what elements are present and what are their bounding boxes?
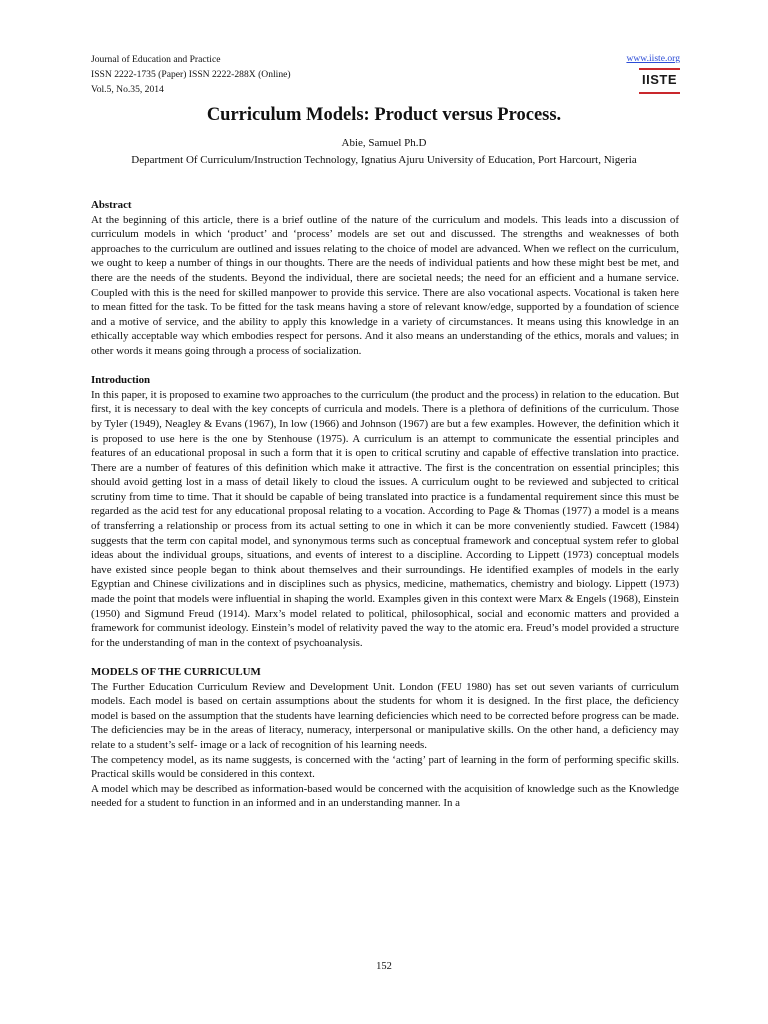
- introduction-heading: Introduction: [91, 374, 151, 387]
- article-title: Curriculum Models: Product versus Process.: [206, 105, 562, 125]
- journal-volume: Vol.5, No.35, 2014: [91, 84, 164, 95]
- journal-name: Journal of Education and Practice: [91, 54, 221, 65]
- publisher-block: [626, 52, 680, 94]
- models-paragraph: The competency model, as its name suggests, is concerned with the ‘acting’ part of learning in the form of performing specific skills. Practical skills would be considered in this context.: [91, 753, 679, 781]
- article-body: [91, 198, 679, 811]
- abstract-heading: Abstract: [91, 199, 132, 211]
- page-number: 152: [376, 961, 392, 972]
- models-paragraph: A model which may be described as information-based would be concerned with the acquisition of knowledge such as the Knowledge needed for a student to function in an informed and in an understanding manner. In a: [91, 782, 679, 810]
- journal-header: [91, 52, 291, 97]
- journal-issn: ISSN 2222-1735 (Paper) ISSN 2222-288X (Online): [91, 69, 291, 80]
- abstract-paragraph: At the beginning of this article, there is a brief outline of the nature of the curriculum and models. This leads into a discussion of curriculum models in which ‘product’ and ‘process’ models are set out and discussed. The strengths and weaknesses of both approaches to the curriculum are outlined and issues relating to the choice of model are advanced. When we reflect on the curriculum, we ought to keep a number of things in our thoughts. There are the needs of individual patients and how these might best be met, and there are the needs of the students. Beyond the individual, there are societal needs; the need for an efficient and a humane service. Coupled with this is the need for skilled manpower to provide this service. There are also vocational aspects. Vocational is taken here to mean fitted for the task. To be fitted for the task means having a store of relevant know/edge, supported by a foundation of science and a motive of service, and the ability to apply this knowledge in a variety of circumstances. It means using this knowledge in an ethically acceptable way which embodies respect for persons. And it also means an understanding of the ethics, morals and values; in other words it means going through a process of socialization.: [91, 213, 679, 357]
- models-paragraph: The Further Education Curriculum Review and Development Unit. London (FEU 1980) has set out seven variants of curriculum models. Each model is based on certain assumptions about the students for whom it is designed. In the first place, the deficiency model is based on the assumption that the students have learning deficiencies which need to be corrected before progress can be made. The deficiencies may be in the areas of literacy, numeracy, interpersonal or manipulative skills. On the other hand, a deficiency may relate to a student’s self- image or a lack of recognition of his learning needs.: [91, 680, 679, 751]
- models-heading: MODELS OF THE CURRICULUM: [91, 666, 261, 678]
- iiste-logo: IISTE: [639, 68, 680, 94]
- introduction-paragraph: In this paper, it is proposed to examine two approaches to the curriculum (the product and the process) in relation to the education. But first, it is necessary to deal with the key concepts of curricula and models. There is a plethora of definitions of the curriculum. Those by Tyler (1949), Neagley & Evans (1967), In low (1966) and Johnson (1967) are but a few examples. However, the definition which it is proposed to use here is the one by Stenhouse (1975). A curriculum is an attempt to communicate the essential principles and features of an educational proposal in such a form that it is open to critical scrutiny and capable of effective translation into practice. There are a number of features of this definition which make it attractive. The first is the concentration on essential principles; this should avoid getting lost in a mass of detail likely to cloud the issues. A curriculum ought to be reviewed and subjected to critical scrutiny from time to time. That it should be capable of being translated into practice is a fundamental requirement since this must be regarded as the acid test for any educational proposal relating to a vocation. According to Page & Thomas (1977) a model is a means of transferring a relationship or process from its actual setting to one in which it can be more conveniently studied. Fawcett (1984) suggests that the term con capital model, and synonymous terms such as conceptual framework and conceptual system refer to global ideas about the individual groups, situations, and events of interest to a discipline. According to Lippett (1973) conceptual models have existed since people began to think about themselves and their surroundings. He identified examples of models in the early Egyptian and Chinese civilizations and in disciplines such as physics, medicine, mathematics, chemistry and biology. Lippett (1973) made the point that models were influential in shaping the world. Examples given in this context were Marx & Engels (1968), Einstein (1950) and Sigmund Freud (1914). Marx’s model related to political, philosophical, social and economic matters and provided a framework for communist ideology. Einstein’s model of relativity paved the way to the atomic era. Freud’s model provided a structure for the understanding of man in the context of psychoanalysis.: [91, 388, 679, 649]
- author-affiliation: Department Of Curriculum/Instruction Technology, Ignatius Ajuru University of Education, Port Harcourt, Nigeria: [131, 154, 637, 166]
- article-author: Abie, Samuel Ph.D: [341, 137, 427, 149]
- website-link[interactable]: www.iiste.org: [626, 53, 680, 64]
